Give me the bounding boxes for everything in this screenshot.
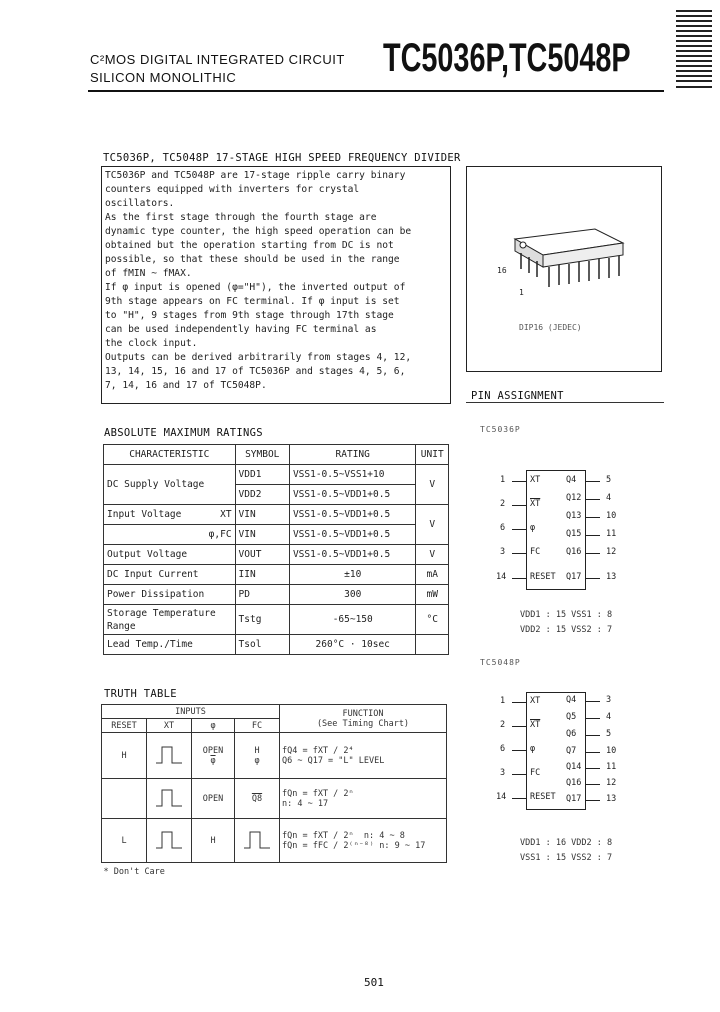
svg-text:1: 1 [519,288,524,297]
ic2-pin-num: 2 [500,720,506,730]
rating-char: Storage Temperature Range [104,605,236,635]
truth-fc-value-2: φ [254,755,260,766]
desc-line: oscillators. [105,198,175,209]
desc-line: counters equipped with inverters for crystal [105,184,360,195]
rating-value: -65~150 [289,605,416,635]
desc-line: the clock input. [105,338,198,349]
rating-char: DC Input Current [104,565,236,585]
header-line-2: SILICON MONOLITHIC [90,70,237,85]
package-label: DIP16 (JEDEC) [519,323,582,332]
ic2-name: TC5048P [480,658,521,667]
desc-line: Outputs can be derived arbitrarily from stages 4, 12, [105,352,412,363]
desc-line: obtained but the operation starting from DC is not [105,240,394,251]
rating-symbol: Tsol [235,635,289,655]
rating-unit: mA [416,565,449,585]
page-number: 501 [364,976,384,989]
document-title: TC5036P,TC5048P [383,36,631,80]
rating-value: VSS1-0.5~VSS1+10 [289,465,416,485]
rating-value: VSS1-0.5~VDD1+0.5 [289,485,416,505]
truth-phi-value-2: $\overline{\varphi}$ [210,755,216,766]
ic1-pin-num: 4 [606,493,612,503]
clock-waveform-icon [154,741,184,767]
ic2-power-line-1: VDD1 : 16 VDD2 : 8 [520,838,613,848]
truth-phi-cell [192,733,235,779]
rating-symbol: IIN [235,565,289,585]
header-line-1: C²MOS DIGITAL INTEGRATED CIRCUIT [90,52,345,67]
truth-reset-cell: L [102,819,147,863]
desc-line: TC5036P and TC5048P are 17-stage ripple carry binary [105,170,406,181]
pin-assignment-rule [466,402,664,403]
rating-char: Power Dissipation [104,585,236,605]
ic2-pin-signal: RESET [530,792,556,802]
truth-phi-cell: H [192,819,235,863]
desc-line: If φ input is opened (φ="H"), the inverted output of [105,282,406,293]
truth-function-line: fQ4 = fXT / 2⁴ [282,745,354,756]
col-symbol: SYMBOL [235,445,289,465]
truth-fc-waveform-cell [235,819,280,863]
ic1-pin-signal: FC [530,547,541,557]
ic2-pin-num: 14 [496,792,507,802]
truth-xt-waveform-cell [147,733,192,779]
pin-assignment-title: PIN ASSIGNMENT [471,390,564,402]
ic2-pin-signal: XT [530,696,541,706]
rating-symbol: VOUT [235,545,289,565]
ratings-title: ABSOLUTE MAXIMUM RATINGS [104,427,263,439]
ic1-pin-signal: XT [530,475,541,485]
rating-char-text: Input Voltage [107,509,182,520]
rating-char: Lead Temp./Time [104,635,236,655]
ic1-pin-signal: Q17 [566,572,582,582]
ratings-table [103,444,449,655]
truth-function-line: n: 4 ~ 17 [282,798,329,809]
truth-fc-value: H [254,745,260,756]
rating-symbol: VIN [235,505,289,525]
truth-col-fc: FC [235,719,280,733]
truth-function-line [282,831,444,841]
ic2-pin-signal: Q6 [566,729,577,739]
rating-symbol: Tstg [235,605,289,635]
ic1-pin-num: 2 [500,499,506,509]
truth-function-cell [280,779,447,819]
ic1-name: TC5036P [480,425,521,434]
truth-function-cell [280,819,447,863]
rating-char: Output Voltage [104,545,236,565]
truth-function-label: FUNCTION [342,708,384,719]
desc-line: 9th stage appears on FC terminal. If φ input is set [105,296,400,307]
rating-char [104,505,236,525]
truth-phi-cell: OPEN [192,779,235,819]
section-title: TC5036P, TC5048P 17-STAGE HIGH SPEED FREQUENCY DIVIDER [103,152,461,164]
truth-fc-cell: Q8 [235,779,280,819]
ic2-pin-signal: Q16 [566,778,582,788]
rating-value: VSS1-0.5~VDD1+0.5 [289,545,416,565]
desc-line: can be used independently having FC terminal as [105,324,377,335]
rating-symbol: PD [235,585,289,605]
ic2-pin-signal: $\overline{XT}$ [530,720,541,730]
ic2-pin-signal: Q5 [566,712,577,722]
truth-xt-waveform-cell [147,819,192,863]
ic2-pin-signal: FC [530,768,541,778]
ic2-pin-signal: Q7 [566,746,577,756]
header-rule [88,90,664,92]
ic1-pin-num: 10 [606,511,617,521]
ic1-pin-num: 11 [606,529,617,539]
rating-unit [416,635,449,655]
ic1-pin-num: 6 [500,523,506,533]
ic2-pin-num: 6 [500,744,506,754]
rating-value: VSS1-0.5~VDD1+0.5 [289,525,416,545]
clock-waveform-icon [154,784,184,810]
truth-table-title: TRUTH TABLE [104,688,177,700]
rating-unit: mW [416,585,449,605]
col-characteristic: CHARACTERISTIC [104,445,236,465]
desc-line: As the first stage through the fourth stage are [105,212,377,223]
rating-sub: XT [220,509,232,520]
rating-value: 300 [289,585,416,605]
ic1-pin-num: 13 [606,572,617,582]
truth-function-line: fQn = fXT / 2ⁿ [282,788,354,799]
ic2-pin-signal: Q4 [566,695,577,705]
package-figure-box [466,166,662,372]
ic1-pin-num: 14 [496,572,507,582]
ic2-pin-signal: Q14 [566,762,582,772]
edge-barcode-mark [676,8,712,92]
ic1-pin-num: 5 [606,475,612,485]
ic2-pin-num: 5 [606,729,612,739]
truth-reset-cell [102,779,147,819]
ic1-pin-signal: Q16 [566,547,582,557]
truth-reset-cell: H [102,733,147,779]
ic2-pin-signal: Q17 [566,794,582,804]
desc-line: 13, 14, 15, 16 and 17 of TC5036P and stages 4, 5, 6, [105,366,406,377]
description-box [101,166,451,404]
truth-function-formula: fQn = fFC / 2⁽ⁿ⁻⁸⁾ [282,840,375,851]
ic2-pin-num: 3 [500,768,506,778]
truth-table [101,704,447,881]
ic1-pin-signal: φ [530,523,536,533]
col-unit: UNIT [416,445,449,465]
rating-char: DC Supply Voltage [104,465,236,505]
truth-fc-cell [235,733,280,779]
rating-symbol: VDD2 [235,485,289,505]
ic1-pin-signal: Q4 [566,475,577,485]
truth-inputs-header: INPUTS [102,705,280,719]
ic2-pin-signal: φ [530,744,536,754]
ic1-pin-signal: Q13 [566,511,582,521]
rating-unit: V [416,505,449,545]
clock-waveform-icon [242,826,272,852]
ic1-pin-num: 1 [500,475,506,485]
ic1-power-line-1: VDD1 : 15 VSS1 : 8 [520,610,613,620]
ic1-pin-num: 3 [500,547,506,557]
desc-line: possible, so that these should be used in the range [105,254,400,265]
ic1-power-line-2: VDD2 : 15 VSS2 : 7 [520,625,613,635]
truth-function-line [282,841,444,851]
dip-package-illustration [467,167,661,337]
ic2-pin-num: 4 [606,712,612,722]
ic2-pin-num: 13 [606,794,617,804]
ic2-pin-num: 3 [606,695,612,705]
truth-note: * Don't Care [103,866,165,877]
rating-unit: V [416,465,449,505]
truth-col-reset: RESET [102,719,147,733]
truth-xt-waveform-cell [147,779,192,819]
ic1-pin-signal: $\overline{XT}$ [530,499,541,509]
truth-function-range: n: 4 ~ 8 [363,830,405,841]
ic1-pin-signal: Q12 [566,493,582,503]
desc-line: of fMIN ~ fMAX. [105,268,192,279]
truth-col-xt: XT [147,719,192,733]
truth-function-note: (See Timing Chart) [316,718,410,729]
desc-line: to "H", 9 stages from 9th stage through 17th stage [105,310,394,321]
ic1-pin-signal: Q15 [566,529,582,539]
rating-symbol: VIN [235,525,289,545]
svg-text:16: 16 [497,266,507,275]
truth-function-range: n: 9 ~ 17 [379,840,426,851]
rating-unit: V [416,545,449,565]
ic2-pin-num: 10 [606,746,617,756]
ic1-pin-num: 12 [606,547,617,557]
truth-col-phi: φ [192,719,235,733]
truth-function-line: Q6 ~ Q17 = "L" LEVEL [282,755,385,766]
rating-value: VSS1-0.5~VDD1+0.5 [289,505,416,525]
ic2-pin-num: 12 [606,778,617,788]
truth-function-cell [280,733,447,779]
rating-value: 260°C · 10sec [289,635,416,655]
desc-line: dynamic type counter, the high speed operation can be [105,226,412,237]
truth-function-formula: fQn = fXT / 2ⁿ [282,830,354,841]
desc-line: 7, 14, 16 and 17 of TC5048P. [105,380,267,391]
rating-unit: °C [416,605,449,635]
ic2-power-line-2: VSS1 : 15 VSS2 : 7 [520,853,613,863]
clock-waveform-icon [154,826,184,852]
col-rating: RATING [289,445,416,465]
truth-phi-value: OPEN [202,745,224,756]
rating-symbol: VDD1 [235,465,289,485]
ic2-pin-num: 1 [500,696,506,706]
rating-value: ±10 [289,565,416,585]
rating-sub: φ,FC [104,525,236,545]
ic2-pin-num: 11 [606,762,617,772]
ic1-pin-signal: RESET [530,572,556,582]
truth-function-header [280,705,447,733]
